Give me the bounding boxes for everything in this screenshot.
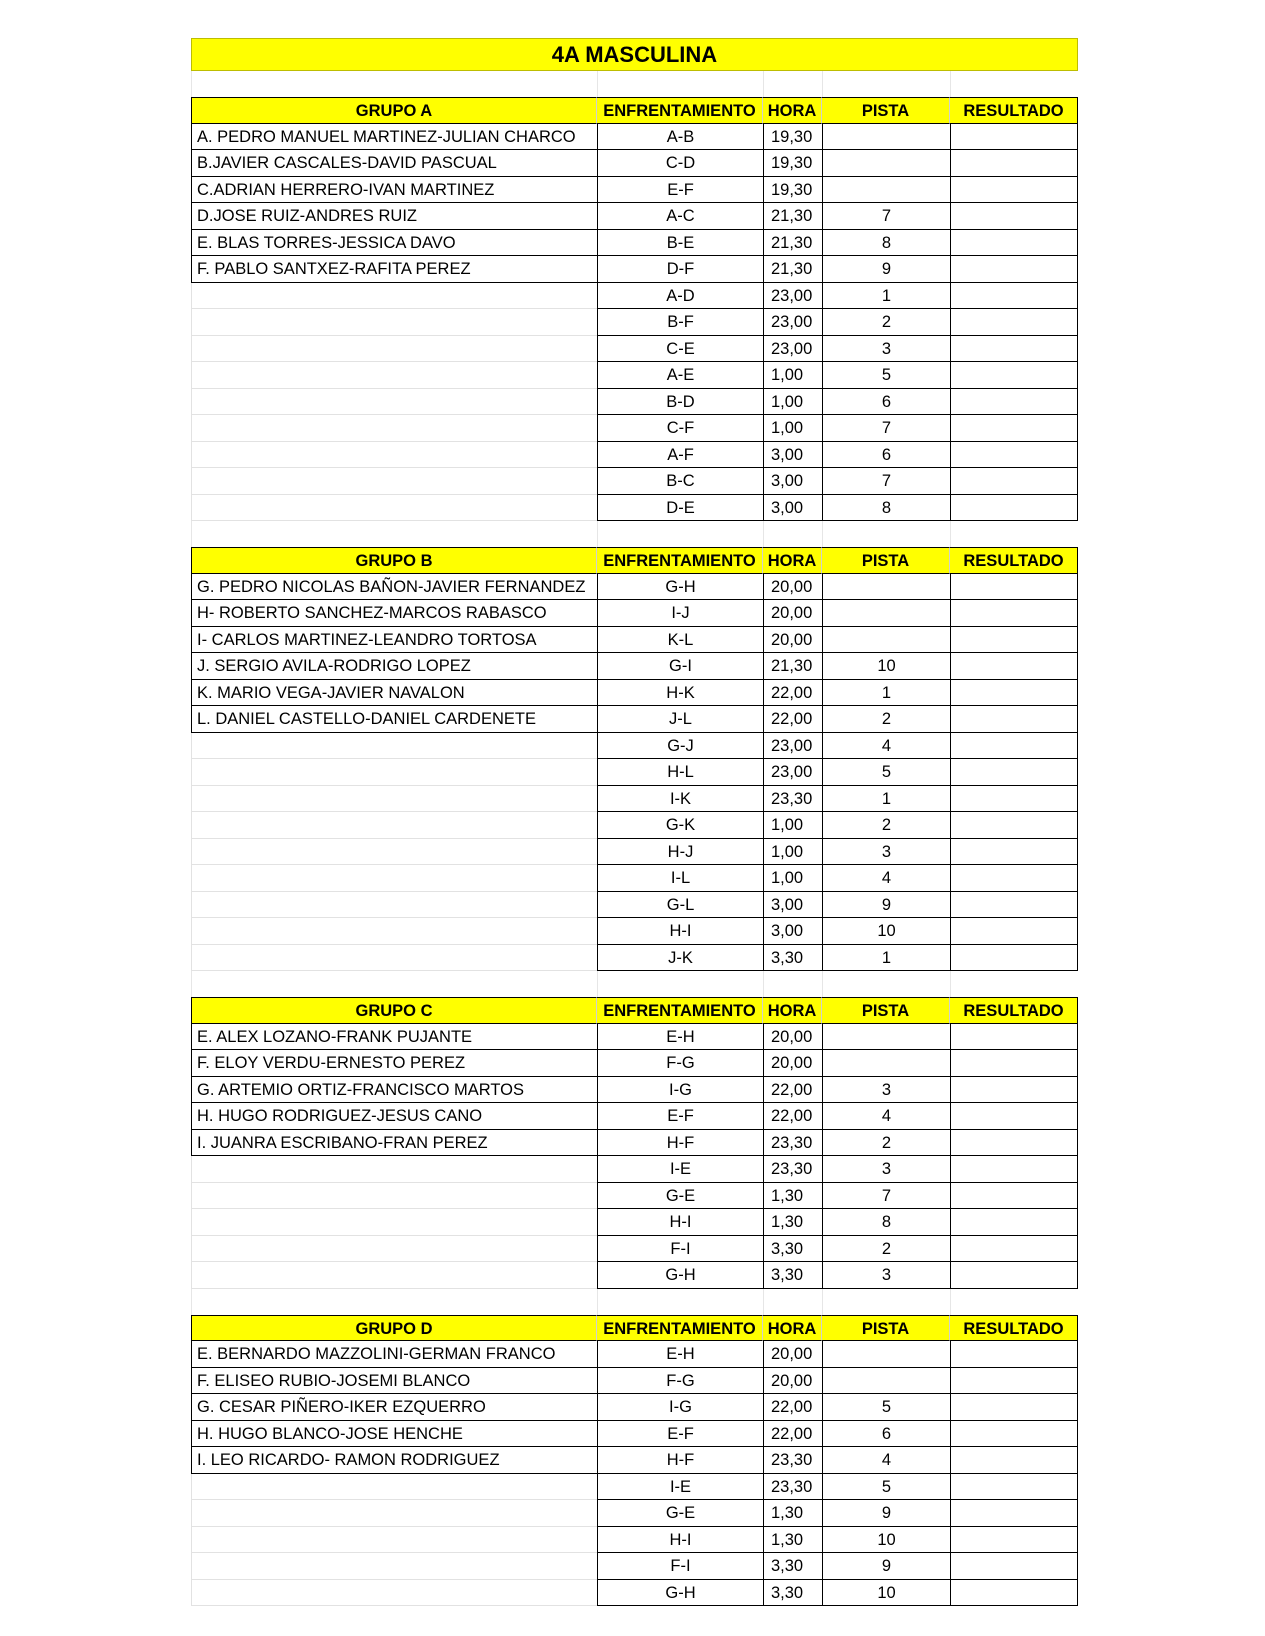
pair-name-cell	[191, 1236, 597, 1263]
pista-cell: 9	[822, 256, 950, 283]
hora-cell: 20,00	[763, 627, 822, 654]
enfrentamiento-cell: A-F	[597, 442, 763, 469]
pista-cell: 4	[822, 865, 950, 892]
resultado-cell	[950, 627, 1078, 654]
enfrentamiento-cell: D-F	[597, 256, 763, 283]
pair-name-cell	[191, 1500, 597, 1527]
pista-cell: 8	[822, 495, 950, 522]
pair-name-cell: H. HUGO BLANCO-JOSE HENCHE	[191, 1421, 597, 1448]
pair-name-cell: D.JOSE RUIZ-ANDRES RUIZ	[191, 203, 597, 230]
pair-name-cell: F. ELOY VERDU-ERNESTO PEREZ	[191, 1050, 597, 1077]
resultado-cell	[950, 1527, 1078, 1554]
pista-cell	[822, 1368, 950, 1395]
pista-cell: 2	[822, 812, 950, 839]
resultado-cell	[950, 336, 1078, 363]
resultado-cell	[950, 468, 1078, 495]
enfrentamiento-cell: I-G	[597, 1394, 763, 1421]
pair-name-cell	[191, 1262, 597, 1289]
pair-name-cell: I. LEO RICARDO- RAMON RODRIGUEZ	[191, 1447, 597, 1474]
pista-cell: 3	[822, 336, 950, 363]
enfrentamiento-cell: F-G	[597, 1050, 763, 1077]
enfrentamiento-cell: F-I	[597, 1236, 763, 1263]
pair-name-cell	[191, 389, 597, 416]
enfrentamiento-cell: K-L	[597, 627, 763, 654]
pair-name-cell: J. SERGIO AVILA-RODRIGO LOPEZ	[191, 653, 597, 680]
resultado-cell	[950, 1209, 1078, 1236]
hora-cell: 22,00	[763, 1077, 822, 1104]
enfrentamiento-cell: E-F	[597, 1103, 763, 1130]
group-name-header: GRUPO A	[191, 97, 597, 124]
pista-cell: 7	[822, 1183, 950, 1210]
spacer-row	[191, 1289, 1078, 1315]
resultado-cell	[950, 1553, 1078, 1580]
enfrentamiento-header: ENFRENTAMIENTO	[597, 1315, 763, 1342]
hora-cell: 3,30	[763, 1580, 822, 1607]
pista-header: PISTA	[822, 997, 950, 1024]
pair-name-cell: B.JAVIER CASCALES-DAVID PASCUAL	[191, 150, 597, 177]
pair-name-cell: H- ROBERTO SANCHEZ-MARCOS RABASCO	[191, 600, 597, 627]
enfrentamiento-cell: I-K	[597, 786, 763, 813]
group-name-header: GRUPO B	[191, 547, 597, 574]
group-table	[191, 97, 1078, 521]
enfrentamiento-header: ENFRENTAMIENTO	[597, 97, 763, 124]
hora-cell: 21,30	[763, 203, 822, 230]
group-table	[191, 547, 1078, 971]
pista-cell: 1	[822, 945, 950, 972]
hora-cell: 3,30	[763, 1236, 822, 1263]
resultado-cell	[950, 389, 1078, 416]
pista-cell: 5	[822, 1474, 950, 1501]
hora-cell: 23,00	[763, 733, 822, 760]
hora-cell: 3,00	[763, 918, 822, 945]
resultado-cell	[950, 1341, 1078, 1368]
pair-name-cell: G. ARTEMIO ORTIZ-FRANCISCO MARTOS	[191, 1077, 597, 1104]
resultado-cell	[950, 706, 1078, 733]
pista-cell	[822, 150, 950, 177]
pair-name-cell	[191, 336, 597, 363]
pista-cell: 4	[822, 733, 950, 760]
pista-cell	[822, 1050, 950, 1077]
pista-cell: 3	[822, 839, 950, 866]
enfrentamiento-cell: C-F	[597, 415, 763, 442]
pair-name-cell	[191, 495, 597, 522]
pair-name-cell: I. JUANRA ESCRIBANO-FRAN PEREZ	[191, 1130, 597, 1157]
hora-cell: 22,00	[763, 1103, 822, 1130]
pista-cell: 5	[822, 759, 950, 786]
pair-name-cell	[191, 1156, 597, 1183]
resultado-cell	[950, 1500, 1078, 1527]
resultado-cell	[950, 839, 1078, 866]
pista-cell: 6	[822, 442, 950, 469]
resultado-header: RESULTADO	[950, 97, 1078, 124]
pair-name-cell	[191, 1474, 597, 1501]
enfrentamiento-cell: I-E	[597, 1156, 763, 1183]
enfrentamiento-cell: G-K	[597, 812, 763, 839]
hora-cell: 1,00	[763, 415, 822, 442]
pair-name-cell	[191, 918, 597, 945]
pista-cell: 2	[822, 706, 950, 733]
hora-cell: 3,30	[763, 1553, 822, 1580]
pista-cell	[822, 627, 950, 654]
hora-cell: 23,00	[763, 283, 822, 310]
resultado-cell	[950, 1077, 1078, 1104]
hora-cell: 20,00	[763, 1341, 822, 1368]
group-name-header: GRUPO D	[191, 1315, 597, 1342]
pair-name-cell	[191, 468, 597, 495]
pair-name-cell	[191, 362, 597, 389]
resultado-cell	[950, 918, 1078, 945]
hora-cell: 22,00	[763, 1421, 822, 1448]
resultado-cell	[950, 124, 1078, 151]
pair-name-cell: L. DANIEL CASTELLO-DANIEL CARDENETE	[191, 706, 597, 733]
resultado-cell	[950, 1262, 1078, 1289]
enfrentamiento-cell: H-L	[597, 759, 763, 786]
enfrentamiento-cell: B-D	[597, 389, 763, 416]
enfrentamiento-header: ENFRENTAMIENTO	[597, 997, 763, 1024]
pista-cell: 7	[822, 415, 950, 442]
resultado-cell	[950, 1050, 1078, 1077]
enfrentamiento-cell: G-H	[597, 1262, 763, 1289]
hora-cell: 3,30	[763, 945, 822, 972]
hora-cell: 21,30	[763, 256, 822, 283]
group-table	[191, 1315, 1078, 1607]
pista-cell: 1	[822, 680, 950, 707]
resultado-cell	[950, 230, 1078, 257]
pair-name-cell: E. BERNARDO MAZZOLINI-GERMAN FRANCO	[191, 1341, 597, 1368]
resultado-cell	[950, 442, 1078, 469]
pair-name-cell	[191, 415, 597, 442]
pista-cell: 8	[822, 230, 950, 257]
hora-cell: 3,00	[763, 495, 822, 522]
enfrentamiento-cell: A-E	[597, 362, 763, 389]
hora-header: HORA	[763, 997, 822, 1024]
pista-cell	[822, 1341, 950, 1368]
pista-cell: 10	[822, 918, 950, 945]
hora-cell: 23,30	[763, 1156, 822, 1183]
spacer-row	[191, 71, 1078, 97]
hora-cell: 1,00	[763, 839, 822, 866]
pista-cell: 4	[822, 1103, 950, 1130]
pair-name-cell: F. ELISEO RUBIO-JOSEMI BLANCO	[191, 1368, 597, 1395]
enfrentamiento-cell: I-E	[597, 1474, 763, 1501]
pair-name-cell: G. PEDRO NICOLAS BAÑON-JAVIER FERNANDEZ	[191, 574, 597, 601]
pista-cell	[822, 177, 950, 204]
pair-name-cell: K. MARIO VEGA-JAVIER NAVALON	[191, 680, 597, 707]
hora-cell: 1,00	[763, 865, 822, 892]
resultado-cell	[950, 1421, 1078, 1448]
resultado-cell	[950, 733, 1078, 760]
hora-cell: 23,00	[763, 759, 822, 786]
resultado-cell	[950, 812, 1078, 839]
resultado-header: RESULTADO	[950, 1315, 1078, 1342]
hora-cell: 19,30	[763, 177, 822, 204]
hora-cell: 1,00	[763, 812, 822, 839]
pista-cell: 10	[822, 1527, 950, 1554]
hora-cell: 20,00	[763, 1368, 822, 1395]
hora-cell: 22,00	[763, 706, 822, 733]
enfrentamiento-cell: B-F	[597, 309, 763, 336]
pista-cell	[822, 1024, 950, 1051]
resultado-cell	[950, 1447, 1078, 1474]
hora-header: HORA	[763, 1315, 822, 1342]
enfrentamiento-cell: H-I	[597, 918, 763, 945]
pair-name-cell: E. BLAS TORRES-JESSICA DAVO	[191, 230, 597, 257]
resultado-cell	[950, 1474, 1078, 1501]
pista-cell: 9	[822, 892, 950, 919]
pair-name-cell	[191, 812, 597, 839]
pista-cell: 7	[822, 203, 950, 230]
enfrentamiento-cell: D-E	[597, 495, 763, 522]
hora-cell: 20,00	[763, 1050, 822, 1077]
enfrentamiento-cell: H-I	[597, 1527, 763, 1554]
enfrentamiento-cell: G-E	[597, 1500, 763, 1527]
enfrentamiento-cell: C-D	[597, 150, 763, 177]
pair-name-cell	[191, 786, 597, 813]
hora-cell: 23,00	[763, 336, 822, 363]
resultado-cell	[950, 415, 1078, 442]
pair-name-cell: G. CESAR PIÑERO-IKER EZQUERRO	[191, 1394, 597, 1421]
resultado-cell	[950, 150, 1078, 177]
hora-cell: 23,30	[763, 1130, 822, 1157]
pista-cell	[822, 574, 950, 601]
hora-cell: 21,30	[763, 653, 822, 680]
pair-name-cell: C.ADRIAN HERRERO-IVAN MARTINEZ	[191, 177, 597, 204]
enfrentamiento-cell: C-E	[597, 336, 763, 363]
pista-cell: 9	[822, 1553, 950, 1580]
resultado-cell	[950, 1103, 1078, 1130]
resultado-cell	[950, 1183, 1078, 1210]
pista-cell: 2	[822, 1236, 950, 1263]
pista-cell: 1	[822, 283, 950, 310]
hora-cell: 22,00	[763, 1394, 822, 1421]
groups-container	[191, 71, 1078, 1606]
hora-cell: 23,00	[763, 309, 822, 336]
hora-cell: 3,00	[763, 468, 822, 495]
hora-cell: 20,00	[763, 1024, 822, 1051]
hora-cell: 21,30	[763, 230, 822, 257]
enfrentamiento-cell: E-H	[597, 1341, 763, 1368]
resultado-cell	[950, 203, 1078, 230]
resultado-header: RESULTADO	[950, 547, 1078, 574]
pair-name-cell	[191, 839, 597, 866]
resultado-cell	[950, 945, 1078, 972]
pista-cell: 6	[822, 1421, 950, 1448]
enfrentamiento-cell: A-D	[597, 283, 763, 310]
resultado-cell	[950, 1580, 1078, 1607]
pista-cell: 8	[822, 1209, 950, 1236]
pair-name-cell	[191, 865, 597, 892]
pair-name-cell	[191, 759, 597, 786]
enfrentamiento-cell: G-E	[597, 1183, 763, 1210]
enfrentamiento-cell: I-L	[597, 865, 763, 892]
pair-name-cell	[191, 945, 597, 972]
resultado-cell	[950, 680, 1078, 707]
resultado-cell	[950, 1024, 1078, 1051]
pista-cell: 5	[822, 362, 950, 389]
resultado-cell	[950, 1368, 1078, 1395]
pista-header: PISTA	[822, 97, 950, 124]
resultado-cell	[950, 256, 1078, 283]
hora-header: HORA	[763, 547, 822, 574]
hora-cell: 1,30	[763, 1527, 822, 1554]
resultado-header: RESULTADO	[950, 997, 1078, 1024]
enfrentamiento-cell: H-K	[597, 680, 763, 707]
hora-cell: 23,30	[763, 1474, 822, 1501]
resultado-cell	[950, 600, 1078, 627]
hora-cell: 20,00	[763, 600, 822, 627]
enfrentamiento-cell: H-I	[597, 1209, 763, 1236]
enfrentamiento-cell: A-B	[597, 124, 763, 151]
pista-cell: 1	[822, 786, 950, 813]
enfrentamiento-cell: A-C	[597, 203, 763, 230]
hora-cell: 19,30	[763, 124, 822, 151]
enfrentamiento-cell: H-F	[597, 1447, 763, 1474]
pair-name-cell: I- CARLOS MARTINEZ-LEANDRO TORTOSA	[191, 627, 597, 654]
resultado-cell	[950, 495, 1078, 522]
enfrentamiento-cell: G-H	[597, 1580, 763, 1607]
enfrentamiento-cell: H-J	[597, 839, 763, 866]
pista-cell: 3	[822, 1156, 950, 1183]
spacer-row	[191, 971, 1078, 997]
enfrentamiento-cell: F-I	[597, 1553, 763, 1580]
resultado-cell	[950, 283, 1078, 310]
enfrentamiento-cell: G-L	[597, 892, 763, 919]
pista-cell: 7	[822, 468, 950, 495]
hora-cell: 22,00	[763, 680, 822, 707]
pista-cell: 2	[822, 309, 950, 336]
hora-cell: 3,00	[763, 892, 822, 919]
enfrentamiento-cell: I-J	[597, 600, 763, 627]
pair-name-cell	[191, 733, 597, 760]
pista-cell: 10	[822, 653, 950, 680]
enfrentamiento-cell: G-I	[597, 653, 763, 680]
pair-name-cell	[191, 1580, 597, 1607]
hora-cell: 20,00	[763, 574, 822, 601]
pair-name-cell	[191, 1183, 597, 1210]
enfrentamiento-cell: G-H	[597, 574, 763, 601]
enfrentamiento-cell: I-G	[597, 1077, 763, 1104]
pair-name-cell	[191, 1527, 597, 1554]
enfrentamiento-cell: F-G	[597, 1368, 763, 1395]
hora-header: HORA	[763, 97, 822, 124]
pair-name-cell: H. HUGO RODRIGUEZ-JESUS CANO	[191, 1103, 597, 1130]
enfrentamiento-cell: H-F	[597, 1130, 763, 1157]
enfrentamiento-cell: E-F	[597, 177, 763, 204]
resultado-cell	[950, 865, 1078, 892]
pista-header: PISTA	[822, 547, 950, 574]
page-title: 4A MASCULINA	[191, 38, 1078, 71]
group-table	[191, 997, 1078, 1289]
hora-cell: 1,00	[763, 389, 822, 416]
pista-cell: 6	[822, 389, 950, 416]
pista-cell: 3	[822, 1077, 950, 1104]
resultado-cell	[950, 1130, 1078, 1157]
pista-header: PISTA	[822, 1315, 950, 1342]
resultado-cell	[950, 574, 1078, 601]
enfrentamiento-cell: J-K	[597, 945, 763, 972]
spreadsheet	[191, 38, 1078, 1606]
hora-cell: 3,00	[763, 442, 822, 469]
resultado-cell	[950, 1394, 1078, 1421]
group-name-header: GRUPO C	[191, 997, 597, 1024]
pista-cell: 4	[822, 1447, 950, 1474]
resultado-cell	[950, 1156, 1078, 1183]
enfrentamiento-cell: B-C	[597, 468, 763, 495]
resultado-cell	[950, 786, 1078, 813]
pista-cell: 2	[822, 1130, 950, 1157]
pista-cell	[822, 124, 950, 151]
enfrentamiento-cell: B-E	[597, 230, 763, 257]
resultado-cell	[950, 892, 1078, 919]
resultado-cell	[950, 362, 1078, 389]
hora-cell: 19,30	[763, 150, 822, 177]
pair-name-cell	[191, 309, 597, 336]
pair-name-cell	[191, 1553, 597, 1580]
enfrentamiento-header: ENFRENTAMIENTO	[597, 547, 763, 574]
pista-cell: 9	[822, 1500, 950, 1527]
pair-name-cell: A. PEDRO MANUEL MARTINEZ-JULIAN CHARCO	[191, 124, 597, 151]
enfrentamiento-cell: E-F	[597, 1421, 763, 1448]
resultado-cell	[950, 309, 1078, 336]
resultado-cell	[950, 653, 1078, 680]
pair-name-cell: E. ALEX LOZANO-FRANK PUJANTE	[191, 1024, 597, 1051]
pista-cell: 3	[822, 1262, 950, 1289]
hora-cell: 23,30	[763, 1447, 822, 1474]
resultado-cell	[950, 759, 1078, 786]
resultado-cell	[950, 1236, 1078, 1263]
hora-cell: 3,30	[763, 1262, 822, 1289]
enfrentamiento-cell: J-L	[597, 706, 763, 733]
pista-cell: 10	[822, 1580, 950, 1607]
hora-cell: 23,30	[763, 786, 822, 813]
pair-name-cell: F. PABLO SANTXEZ-RAFITA PEREZ	[191, 256, 597, 283]
pair-name-cell	[191, 442, 597, 469]
pair-name-cell	[191, 892, 597, 919]
enfrentamiento-cell: G-J	[597, 733, 763, 760]
pista-cell	[822, 600, 950, 627]
hora-cell: 1,30	[763, 1209, 822, 1236]
spacer-row	[191, 521, 1078, 547]
hora-cell: 1,30	[763, 1500, 822, 1527]
hora-cell: 1,00	[763, 362, 822, 389]
enfrentamiento-cell: E-H	[597, 1024, 763, 1051]
pista-cell: 5	[822, 1394, 950, 1421]
resultado-cell	[950, 177, 1078, 204]
hora-cell: 1,30	[763, 1183, 822, 1210]
pair-name-cell	[191, 1209, 597, 1236]
pair-name-cell	[191, 283, 597, 310]
